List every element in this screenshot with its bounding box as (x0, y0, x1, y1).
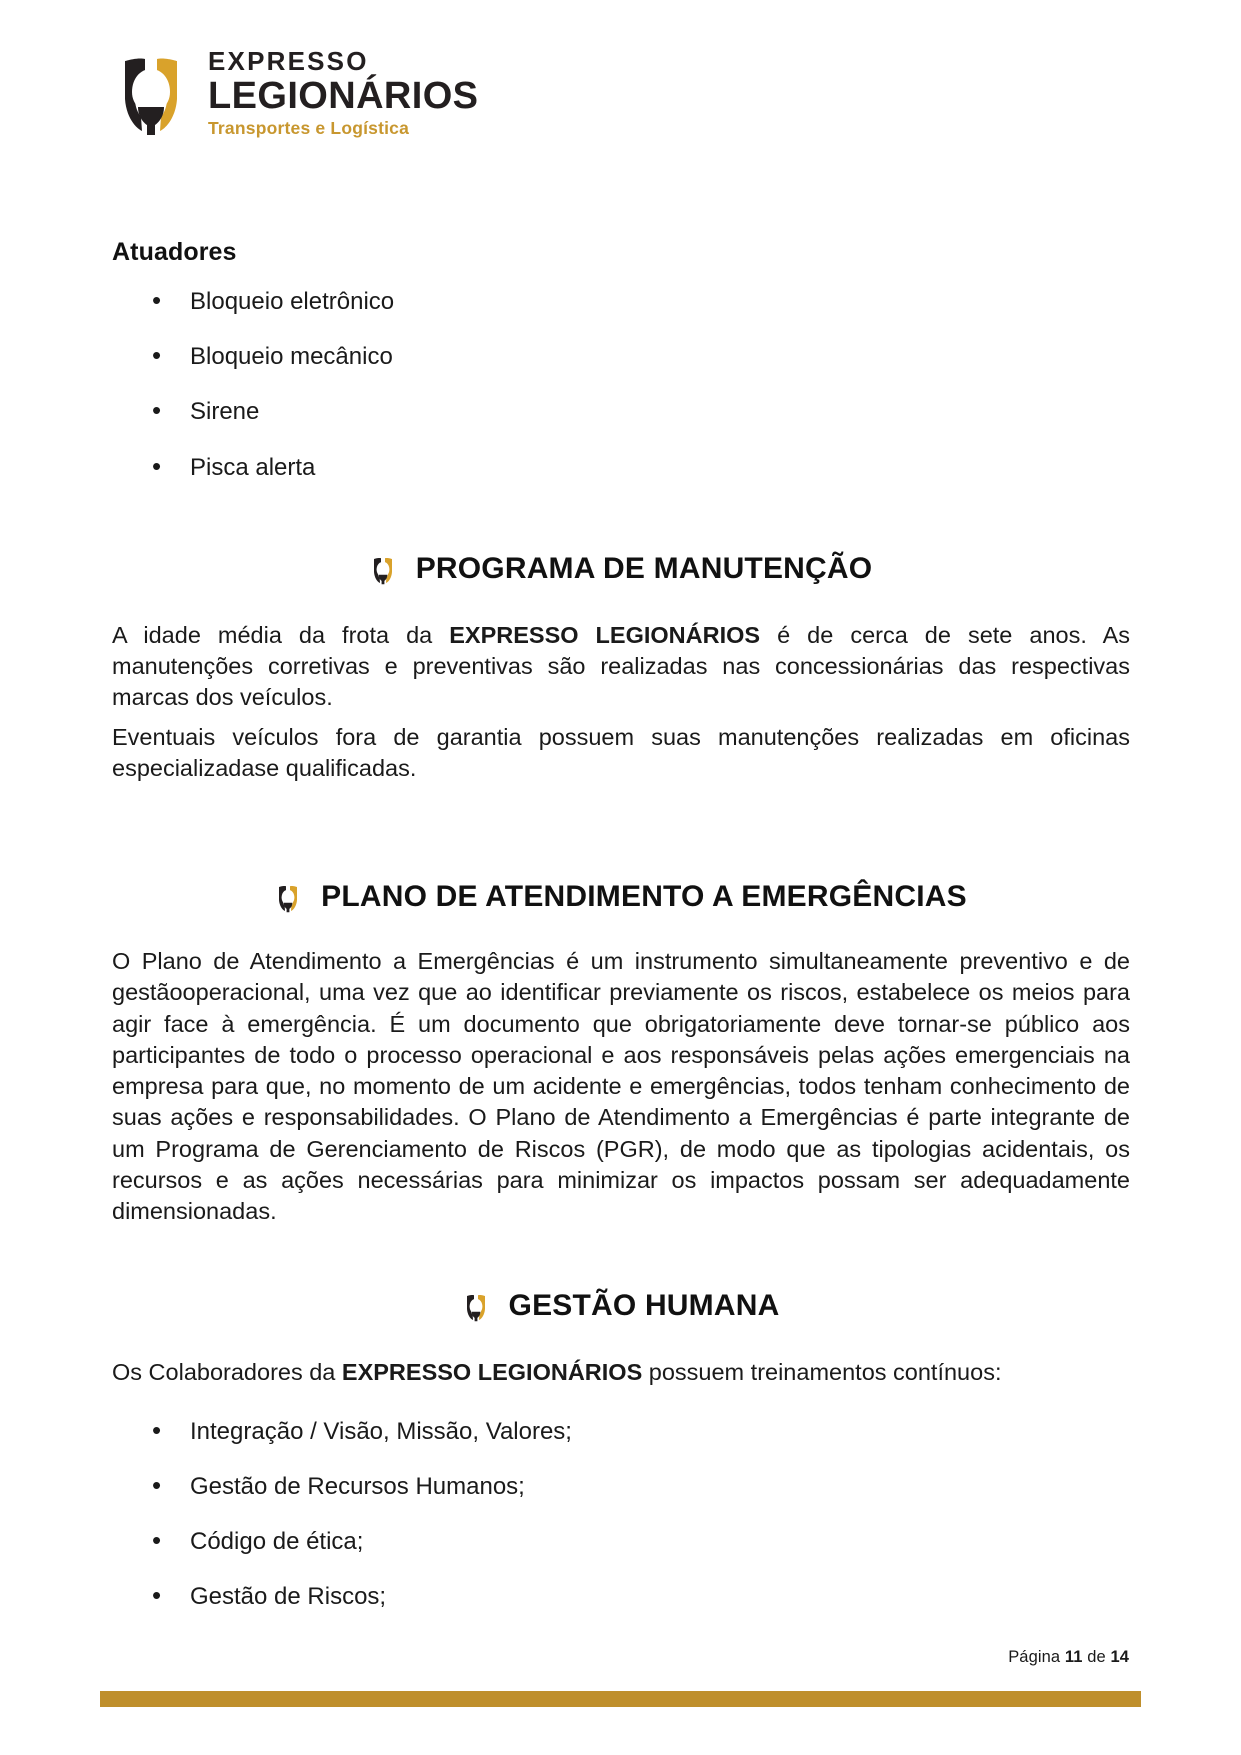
logo-line-legionarios: LEGIONÁRIOS (208, 75, 479, 117)
paragraph-text-part: Os Colaboradores da (112, 1359, 342, 1386)
page-label: Página (1008, 1648, 1065, 1666)
section-heading-manutencao (112, 552, 1130, 586)
list-item: • Gestão de Recursos Humanos; (112, 1474, 1130, 1499)
list-item: • Bloqueio mecânico (112, 344, 1130, 369)
company-logo (112, 48, 478, 138)
spartan-helmet-logo-icon (112, 49, 190, 137)
document-content (112, 238, 1130, 1639)
spartan-helmet-icon (370, 555, 396, 585)
paragraph-text-part: A idade média da frota da (112, 621, 450, 648)
list-item: • Integração / Visão, Missão, Valores; (112, 1419, 1130, 1444)
total-page-number: 14 (1110, 1648, 1129, 1666)
list-item: • Pisca alerta (112, 455, 1130, 480)
spartan-helmet-icon (275, 883, 301, 913)
company-name-bold: EXPRESSO LEGIONÁRIOS (449, 621, 761, 648)
logo-wordmark (208, 48, 478, 138)
footer-page-number (1008, 1648, 1129, 1667)
subheading-atuadores: Atuadores (112, 238, 237, 266)
list-item: • Bloqueio eletrônico (112, 289, 1130, 314)
list-item: • Gestão de Riscos; (112, 1584, 1130, 1609)
company-name-bold: EXPRESSO LEGIONÁRIOS (341, 1359, 643, 1386)
paragraph-gestao-humana-intro (112, 1357, 1130, 1388)
training-list (112, 1419, 1130, 1610)
paragraph-text-part: é de cerca de sete anos. As manutenções corretivas e preventivas são realizadas nas concessionárias das respectivas marcas dos veículos. (112, 621, 1130, 711)
logo-line-expresso: EXPRESSO (208, 46, 369, 76)
section-title: GESTÃO HUMANA (508, 1289, 780, 1323)
paragraph-text-part: possuem treinamentos contínuos: (642, 1359, 1002, 1386)
paragraph-manutencao-2: Eventuais veículos fora de garantia possuem suas manutenções realizadas em oficinas especializadase qualificadas. (112, 723, 1130, 781)
section-title: PLANO DE ATENDIMENTO A EMERGÊNCIAS (321, 880, 967, 913)
actuators-list (112, 289, 1130, 480)
list-item: • Código de ética; (112, 1529, 1130, 1554)
section-title: PROGRAMA DE MANUTENÇÃO (415, 551, 873, 585)
section-heading-gestao-humana (112, 1289, 1130, 1323)
paragraph-emergencias: O Plano de Atendimento a Emergências é um instrumento simultaneamente preventivo e de gestãooperacional, uma vez que ao identificar previamente os riscos, estabelece os meios para agir face à emergência. É um documento que obrigatoriamente deve tornar-se público aos participantes de todo o processo operacional e aos responsáveis pelas ações emergenciais na empresa para que, no momento de um acidente e emergências, todos tenham conhecimento de suas ações e responsabilidades. O Plano de Atendimento a Emergências é parte integrante de um Programa de Gerenciamento de Riscos (PGR), de modo que as tipologias acidentais, os recursos e as ações necessárias para minimizar os impactos possam ser adequadamente dimensionadas. (112, 948, 1130, 1224)
current-page-number: 11 (1064, 1648, 1083, 1666)
paragraph-manutencao-1 (112, 620, 1130, 714)
footer-accent-bar (100, 1691, 1141, 1707)
list-item: • Sirene (112, 399, 1130, 424)
of-label: de (1082, 1648, 1111, 1666)
section-heading-emergencias (112, 880, 1130, 914)
logo-tagline: Transportes e Logística (208, 118, 410, 138)
spartan-helmet-icon (463, 1292, 489, 1322)
